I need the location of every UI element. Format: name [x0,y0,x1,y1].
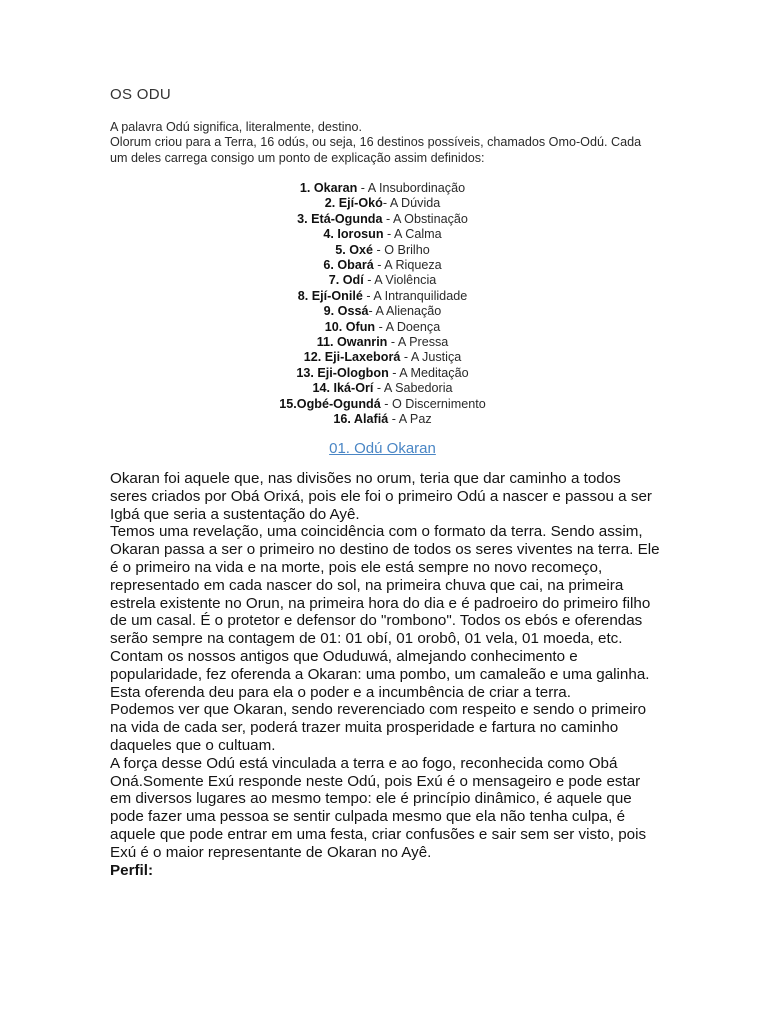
odu-separator: - [373,381,384,396]
odu-separator: - [375,319,386,334]
list-item [110,366,655,381]
odu-separator: - [362,288,374,303]
odu-meaning: A Violência [374,273,437,288]
list-item [110,304,655,319]
list-item [110,243,655,258]
intro-line: Olorum criou para a Terra, 16 odús, ou seja, 16 destinos possíveis, chamados Omo-Odú. Cada um deles carrega consigo um ponto de explicação assim definidos: [110,135,642,165]
odu-meaning: A Intranquilidade [373,288,468,303]
odu-name: 14. Iká-Orí [312,381,374,396]
list-item [110,273,655,288]
intro-text [110,120,655,166]
odu-name: 13. Eji-Ologbon [296,365,389,380]
list-item [110,212,655,227]
odu-name: 6. Obará [323,258,374,273]
odu-meaning: O Brilho [384,242,430,257]
odu-separator: - [373,258,385,273]
odu-meaning: A Obstinação [392,211,468,226]
odu-separator: - [363,273,375,288]
odu-meaning: A Insubordinação [367,181,466,195]
odu-meaning: A Dúvida [389,196,441,211]
odu-name: 10. Ofun [324,319,376,334]
odu-separator: - [382,211,393,226]
odu-meaning: A Meditação [399,365,469,380]
list-item [110,381,655,396]
list-item [110,227,655,242]
odu-name: 15.Ogbé-Ogundá [279,396,381,411]
odu-name: 4. Iorosun [323,227,384,242]
paragraph: A força desse Odú está vinculada a terra e ao fogo, reconhecida como Obá Oná.Somente Exú responde neste Odú, pois Exú é o mensageiro e pode estar em diversos lugares ao mesmo tempo: ele é princípio dinâmico, é aquele que pode fazer uma pessoa se sentir culpada mesmo que ela não tenha culpa, é aquele que pode entrar em uma festa, criar confusões e sair sem ser visto, pois Exú é o maior representante de Okaran no Ayê. [110,754,647,861]
page-title: OS ODU [110,86,171,103]
odu-separator: - [388,365,400,380]
odu-name: 12. Eji-Laxeborá [303,350,401,365]
odu-meaning: A Justiça [410,350,462,365]
odu-meaning: A Pressa [397,335,449,350]
odu-name: 1. Okaran [299,181,358,195]
odu-separator: - [383,227,395,242]
odu-separator: - [373,242,385,257]
list-item [110,397,655,412]
odu-separator: - [400,350,411,365]
odu-name: 9. Ossá [323,304,369,319]
list-item [110,412,655,427]
odu-list [110,181,655,428]
odu-meaning: A Paz [398,412,432,427]
odu-name: 16. Alafiá [333,412,389,427]
odu-meaning: O Discernimento [391,396,486,411]
paragraph: Podemos ver que Okaran, sendo reverenciado com respeito e sendo o primeiro na vida de cada ser, poderá trazer muita prosperidade e fartura no caminho daqueles que o cultuam. [110,701,647,754]
odu-name: 3. Etá-Ogunda [297,211,383,226]
odu-meaning: A Calma [394,227,442,242]
odu-meaning: A Riqueza [384,258,442,273]
odu-name: 2. Ejí-Okó [324,196,383,211]
odu-separator: - [380,396,392,411]
odu-separator: - [388,412,399,427]
odu-meaning: A Sabedoria [383,381,453,396]
paragraph: Okaran foi aquele que, nas divisões no orum, teria que dar caminho a todos seres criados por Obá Orixá, pois ele foi o primeiro Odú a nascer e passou a ser Igbá que seria a sustentação do Ayê. [110,470,652,523]
list-item [110,320,655,335]
odu-separator: - [387,335,398,350]
odu-name: 7. Odí [328,273,364,288]
list-item [110,258,655,273]
odu-separator: - [357,181,368,195]
paragraph: Contam os nossos antigos que Oduduwá, almejando conhecimento e popularidade, fez oferenda a Okaran: uma pombo, um camaleão e uma galinha. Esta oferenda deu para ela o poder e a incumbência de criar a terra. [110,647,650,701]
section-heading-link[interactable]: 01. Odú Okaran [329,440,436,457]
list-item [110,181,655,196]
intro-line: A palavra Odú significa, literalmente, destino. [110,120,363,134]
odu-name: 8. Ejí-Onilé [297,288,363,303]
list-item [110,196,655,211]
list-item [110,350,655,365]
body-text [110,470,662,879]
odu-meaning: A Doença [385,319,441,334]
list-item [110,289,655,304]
list-item [110,335,655,350]
odu-name: 11. Owanrin [316,335,388,350]
odu-separator: - [382,196,390,211]
odu-meaning: A Alienação [375,304,442,319]
paragraph: Temos uma revelação, uma coincidência com o formato da terra. Sendo assim, Okaran passa a ser o primeiro no destino de todos os seres viventes na terra. Ele é o primeiro na vida e na morte, pois ele está sempre no novo recomeço, representado em cada nascer do sol, na primeira chuva que cai, na primeira estrela existente no Orun, na primeira hora do dia e é padroeiro do primeiro filho de um casal. É o protetor e defensor do "rombono". Todos os ebós e oferendas serão sempre na contagem de 01: 01 obí, 01 orobô, 01 vela, 01 moeda, etc. [110,523,660,648]
odu-separator: - [368,304,376,319]
perfil-label: Perfil: [110,861,154,879]
odu-name: 5. Oxé [335,242,374,257]
